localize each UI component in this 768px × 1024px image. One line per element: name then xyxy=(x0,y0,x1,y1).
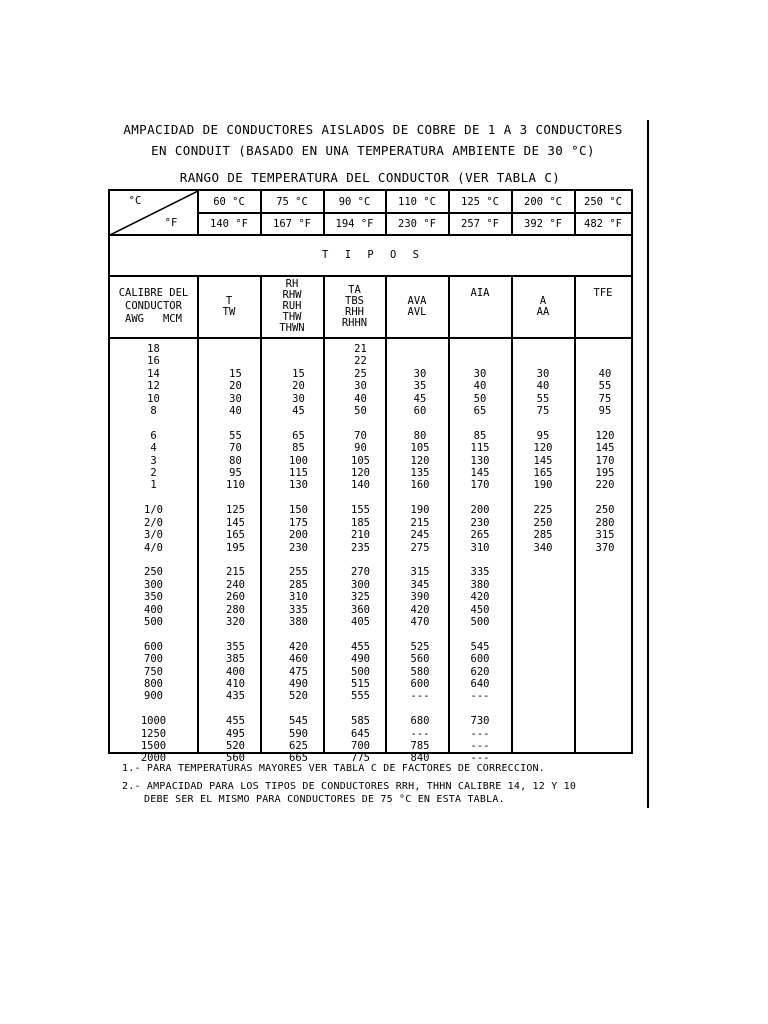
tipos-heading: T I P O S xyxy=(322,249,419,261)
column-110c: 30 35 45 60 80 105 120 135 160 190 215 245 275 315 345 390 420 470 525 560 580 600 --- 680 --- 785 840 xyxy=(410,367,430,765)
column-calibre: 18 16 14 12 10 8 6 4 3 2 1 1/0 2/0 3/0 4/0 250 300 350 400 500 600 700 750 800 900 1000 1250 1500 2000 xyxy=(140,343,167,765)
fahrenheit-cell: 230 °F xyxy=(398,217,436,230)
fahrenheit-cell: 140 °F xyxy=(210,217,248,230)
note-2: 2.- AMPACIDAD PARA LOS TIPOS DE CONDUCTORES RRH, THHN CALIBRE 14, 12 Y 10 xyxy=(122,781,577,792)
title-line-3: RANGO DE TEMPERATURA DEL CONDUCTOR (VER TABLA C) xyxy=(179,170,561,185)
column-200c: 30 40 55 75 95 120 145 165 190 225 250 285 340 xyxy=(533,367,553,554)
col-divider xyxy=(260,275,262,752)
calibre-line: CONDUCTOR xyxy=(125,300,182,312)
type-label: T xyxy=(225,294,233,307)
celsius-cell: 110 °C xyxy=(398,195,436,208)
type-header-75 xyxy=(261,276,323,337)
type-label: THW xyxy=(282,311,302,323)
celsius-cell: 250 °C xyxy=(584,195,622,208)
calibre-line: CALIBRE DEL xyxy=(118,287,189,299)
col-divider xyxy=(448,275,450,752)
type-label: RHHN xyxy=(341,316,368,329)
corner-fahrenheit: °F xyxy=(164,217,178,229)
celsius-cell: 200 °C xyxy=(524,195,562,208)
type-header-125 xyxy=(449,276,511,311)
celsius-cell: 90 °C xyxy=(338,195,371,208)
type-label: AVA xyxy=(407,294,427,307)
fahrenheit-cell: 167 °F xyxy=(273,217,311,230)
calibre-line: AWG MCM xyxy=(125,313,182,325)
type-label: TA xyxy=(348,283,361,296)
type-label: TBS xyxy=(345,294,364,307)
note-2-continued: DEBE SER EL MISMO PARA CONDUCTORES DE 75 °C EN ESTA TABLA. xyxy=(144,794,505,805)
type-label: RH xyxy=(285,278,299,290)
type-header-90 xyxy=(324,276,385,337)
fahrenheit-cell: 257 °F xyxy=(461,217,499,230)
fahrenheit-cell: 482 °F xyxy=(584,217,622,230)
col-divider xyxy=(385,275,387,752)
type-header-250 xyxy=(575,276,631,311)
col-divider xyxy=(197,275,199,752)
type-label: AIA xyxy=(470,287,490,299)
type-label: TW xyxy=(222,305,236,318)
corner-celsius: °C xyxy=(128,195,142,207)
type-label: TFE xyxy=(593,287,613,299)
column-60c: 15 20 30 40 55 70 80 95 110 125 145 165 195 215 240 260 280 320 355 385 400 410 435 455 495 520 560 xyxy=(226,367,245,765)
col-divider xyxy=(323,275,325,752)
celsius-cell: 60 °C xyxy=(213,195,245,208)
title-line-1: AMPACIDAD DE CONDUCTORES AISLADOS DE COBRE DE 1 A 3 CONDUCTORES xyxy=(123,122,623,137)
celsius-cell: 75 °C xyxy=(276,195,308,208)
right-border-line xyxy=(647,120,649,808)
type-label: RHW xyxy=(282,289,302,301)
type-label: THWN xyxy=(279,322,305,334)
column-250c: 40 55 75 95 120 145 170 195 220 250 280 315 370 xyxy=(595,367,615,554)
column-75c: 15 20 30 45 65 85 100 115 130 150 175 200 230 255 285 310 335 380 420 460 475 490 520 545 590 625 665 xyxy=(289,367,308,765)
calibre-header xyxy=(110,276,197,337)
type-label: RHH xyxy=(345,305,364,318)
title-line-2: EN CONDUIT (BASADO EN UNA TEMPERATURA AMBIENTE DE 30 °C) xyxy=(151,143,595,158)
ampacity-table xyxy=(108,189,633,765)
type-header-110 xyxy=(386,276,448,337)
type-header-60 xyxy=(198,276,260,337)
type-header-200 xyxy=(512,276,574,337)
note-1: 1.- PARA TEMPERATURAS MAYORES VER TABLA C DE FACTORES DE CORRECCION. xyxy=(122,763,545,774)
type-label: AVL xyxy=(407,305,427,318)
celsius-cell: 125 °C xyxy=(461,195,499,208)
column-125c: 30 40 50 65 85 115 130 145 170 200 230 265 310 335 380 420 450 500 545 600 620 640 --- 730 --- --- --- xyxy=(470,367,490,765)
column-90c: 21 22 25 30 40 50 70 90 105 120 140 155 185 210 235 270 300 325 360 405 455 490 500 515 555 585 645 700 775 xyxy=(351,343,370,765)
type-label: RUH xyxy=(282,300,302,312)
type-label: A xyxy=(539,294,547,307)
fahrenheit-cell: 194 °F xyxy=(335,217,374,230)
type-label: AA xyxy=(536,305,550,318)
fahrenheit-cell: 392 °F xyxy=(524,217,562,230)
row-divider xyxy=(110,337,631,339)
col-divider xyxy=(574,275,576,752)
